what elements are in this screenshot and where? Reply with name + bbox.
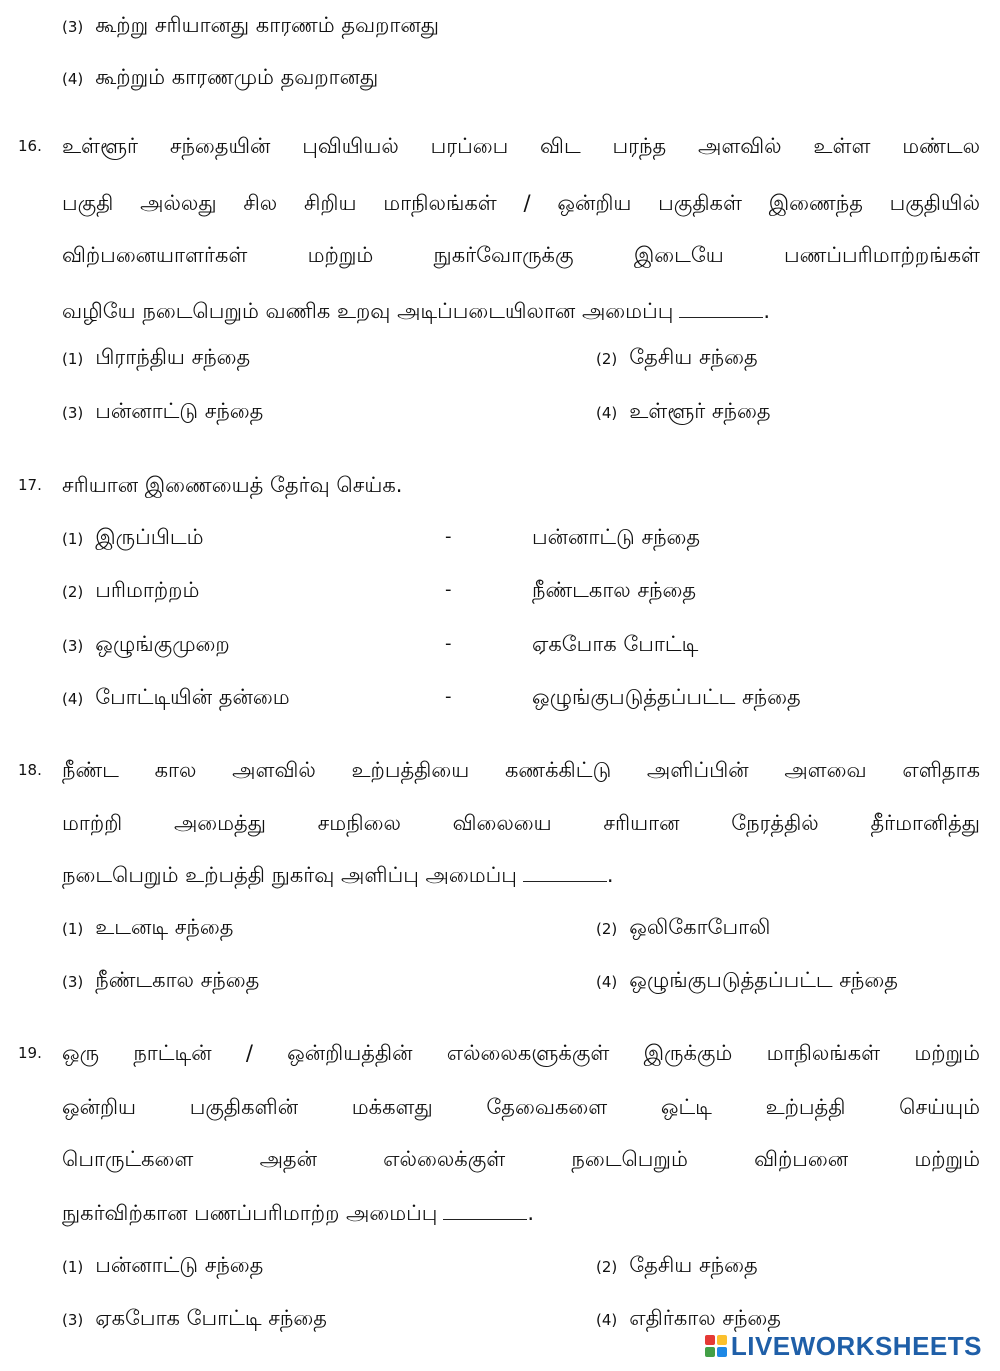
question-number: 17. [18,476,42,494]
pair-dash: - [445,633,452,654]
pair-left: (3) ஒழுங்குமுறை [62,632,230,656]
option: (4) ஒழுங்குபடுத்தப்பட்ட சந்தை [596,968,898,992]
question-text-line: ஒன்றிய பகுதிகளின் மக்களது தேவைகளை ஒட்டி உற்பத்தி செய்யும் [62,1095,980,1119]
liveworksheets-watermark[interactable] [705,1331,982,1361]
option: (3) நீண்டகால சந்தை [62,968,260,992]
question-text-line: நுகர்விற்கான பணப்பரிமாற்ற அமைப்பு . [62,1201,535,1225]
question-text-line: உள்ளூர் சந்தையின் புவியியல் பரப்பை விட பரந்த அளவில் உள்ள மண்டல [62,134,980,158]
pair-dash: - [445,686,452,707]
question-text-line: பகுதி அல்லது சில சிறிய மாநிலங்கள் / ஒன்றிய பகுதிகள் இணைந்த பகுதியில் [62,191,980,215]
pair-right: பன்னாட்டு சந்தை [532,525,701,549]
pair-dash: - [445,579,452,600]
question-text-line: மாற்றி அமைத்து சமநிலை விலையை சரியான நேரத்தில் தீர்மானித்து [62,811,980,835]
question-text-line: நடைபெறும் உற்பத்தி நுகர்வு அளிப்பு அமைப்பு . [62,863,614,887]
question-text-line: வழியே நடைபெறும் வணிக உறவு அடிப்படையிலான அமைப்பு . [62,299,771,323]
option: (4) உள்ளூர் சந்தை [596,399,771,423]
option: (4) கூற்றும் காரணமும் தவறானது [62,65,379,89]
pair-left: (2) பரிமாற்றம் [62,578,200,602]
question-text-line: விற்பனையாளர்கள் மற்றும் நுகர்வோருக்கு இடையே பணப்பரிமாற்றங்கள் [62,243,980,267]
watermark-text: LIVEWORKSHEETS [730,1330,982,1361]
pair-left: (4) போட்டியின் தன்மை [62,685,290,709]
answer-blank [443,1201,527,1220]
question-text-line: பொருட்களை அதன் எல்லைக்குள் நடைபெறும் விற்பனை மற்றும் [62,1147,980,1171]
pair-right: ஏகபோக போட்டி [532,632,699,656]
question-text-line: ஒரு நாட்டின் / ஒன்றியத்தின் எல்லைகளுக்குள் இருக்கும் மாநிலங்கள் மற்றும் [62,1041,980,1065]
option: (2) தேசிய சந்தை [596,1253,758,1277]
question-text-line: சரியான இணையைத் தேர்வு செய்க. [62,473,403,497]
pair-left: (1) இருப்பிடம் [62,525,204,549]
pair-right: நீண்டகால சந்தை [532,578,697,602]
option: (1) பிராந்திய சந்தை [62,345,251,369]
option: (3) ஏகபோக போட்டி சந்தை [62,1306,327,1330]
question-number: 16. [18,137,42,155]
question-text-line: நீண்ட கால அளவில் உற்பத்தியை கணக்கிட்டு அளிப்பின் அளவை எளிதாக [62,758,980,782]
option: (4) எதிர்கால சந்தை [596,1306,781,1330]
option: (1) உடனடி சந்தை [62,915,234,939]
question-number: 19. [18,1044,42,1062]
pair-right: ஒழுங்குபடுத்தப்பட்ட சந்தை [532,685,801,709]
liveworksheets-logo-icon [705,1335,727,1357]
question-number: 18. [18,761,42,779]
answer-blank [679,299,763,318]
pair-dash: - [445,526,452,547]
option: (3) பன்னாட்டு சந்தை [62,399,264,423]
answer-blank [523,863,607,882]
option: (1) பன்னாட்டு சந்தை [62,1253,264,1277]
option: (2) தேசிய சந்தை [596,345,758,369]
option: (2) ஒலிகோபோலி [596,915,771,939]
option: (3) கூற்று சரியானது காரணம் தவறானது [62,13,439,37]
